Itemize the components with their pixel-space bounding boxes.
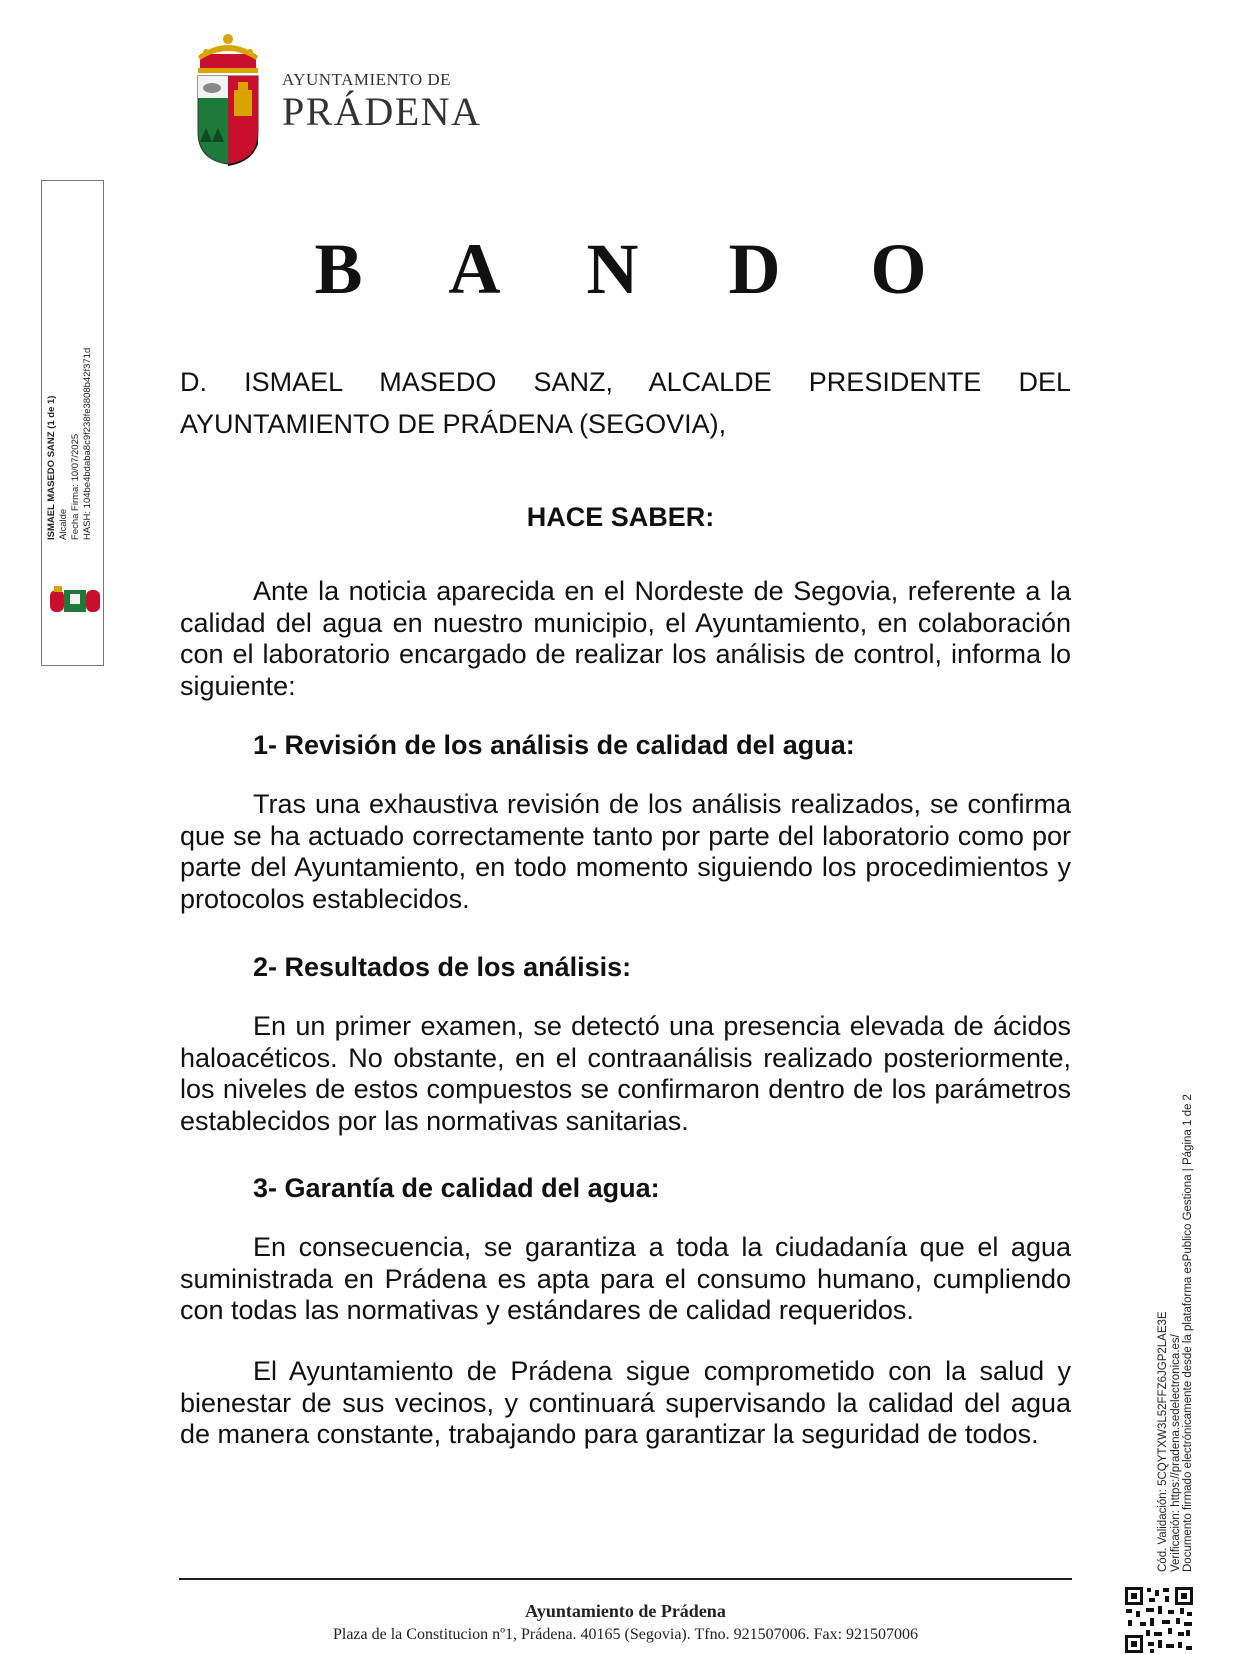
- municipality-name: [282, 70, 481, 135]
- signer-role: Alcalde: [58, 508, 69, 540]
- coat-of-arms-logo: [192, 32, 264, 168]
- qr-code-icon: [1124, 1586, 1194, 1654]
- validation-url: Verificación: https://pradena.sedelectronica.es/: [1169, 1334, 1182, 1572]
- intro-line2: AYUNTAMIENTO DE PRÁDENA (SEGOVIA),: [180, 409, 727, 439]
- validation-note: Documento firmado electrónicamente desde la plataforma esPublico Gestiona | Página 1 de 2: [1182, 1094, 1194, 1572]
- paragraph-1-text: Ante la noticia aparecida en el Nordeste de Segovia, referente a la calidad del agua en nuestro municipio, el Ayuntamiento, en colaboración con el laboratorio encargado de realizar los análisis de control, informa lo siguiente:: [180, 576, 1071, 701]
- section-3-heading: 3- Garantía de calidad del agua:: [253, 1173, 660, 1203]
- section-2-body: [180, 1011, 1071, 1137]
- intro-block: [180, 361, 1071, 445]
- header-line1: AYUNTAMIENTO DE: [282, 70, 452, 89]
- validation-text: [1157, 1042, 1217, 1572]
- closing-paragraph: [180, 1356, 1071, 1451]
- section-1-body: [180, 789, 1071, 915]
- section-1-heading: 1- Revisión de los análisis de calidad del agua:: [253, 730, 855, 760]
- intro-line1: D. ISMAEL MASEDO SANZ, ALCALDE PRESIDENTE DEL: [180, 367, 1071, 397]
- signature-hash: HASH: 104be4bdaba8c9f238fe3808b42f371d: [82, 347, 93, 540]
- footer-divider: [179, 1578, 1072, 1580]
- paragraph-1: [180, 576, 1071, 702]
- signature-date: Fecha Firma: 10/07/2025: [70, 433, 81, 540]
- section-3-body: [180, 1232, 1071, 1327]
- header-line2: PRÁDENA: [282, 89, 482, 134]
- hace-saber-heading: HACE SABER:: [526, 502, 715, 532]
- signature-seal-icon: [48, 582, 102, 618]
- footer-address: Plaza de la Constitucion nº1, Prádena. 40165 (Segovia). Tfno. 921507006. Fax: 921507006: [332, 1626, 919, 1643]
- signer-name: ISMAEL MASEDO SANZ (1 de 1): [46, 395, 57, 540]
- footer-name: Ayuntamiento de Prádena: [525, 1601, 726, 1621]
- section-3-text: En consecuencia, se garantiza a toda la ciudadanía que el agua suministrada en Prádena es apta para el consumo humano, cumpliendo con todas las normativas y estándares de calidad requeridos.: [180, 1232, 1071, 1325]
- validation-code: Cód. Validación: 5CQYTXW3L52FFZ6JGP2LAE3E: [1157, 1311, 1169, 1572]
- closing-text: El Ayuntamiento de Prádena sigue comprometido con la salud y bienestar de sus vecinos, y continuará supervisando la calidad del agua de manera constante, trabajando para garantizar la seguridad de todos.: [180, 1356, 1071, 1449]
- section-2-heading: 2- Resultados de los análisis:: [253, 952, 632, 982]
- document-title: B A N D O: [314, 229, 963, 309]
- section-2-text: En un primer examen, se detectó una presencia elevada de ácidos haloacéticos. No obstante, en el contraanálisis realizado posteriormente, los niveles de estos compuestos se confirmaron dentro de los parámetros establecidos por las normativas sanitarias.: [180, 1011, 1071, 1136]
- section-1-text: Tras una exhaustiva revisión de los análisis realizados, se confirma que se ha actuado correctamente tanto por parte del laboratorio como por parte del Ayuntamiento, en todo momento siguiendo los procedimientos y protocolos establecidos.: [180, 789, 1071, 914]
